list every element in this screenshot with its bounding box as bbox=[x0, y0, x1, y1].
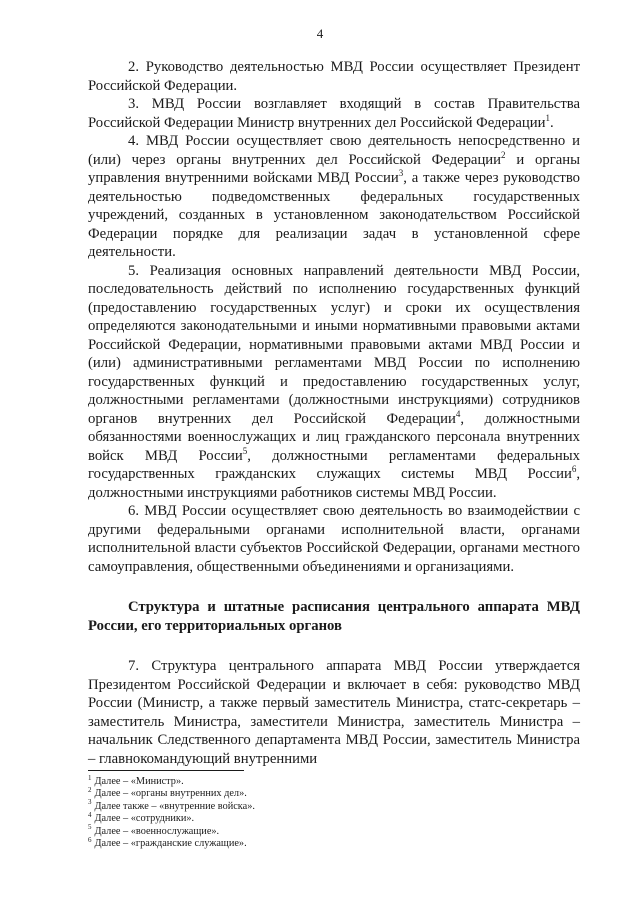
paragraph-7-text: 7. Структура центрального аппарата МВД России утверждается Президентом Российской Федерации и включает в себя: руководство МВД России (Министр, а также первый заместитель Министра, статс-секретарь – заместитель Министра, заместители Министра, заместитель Министра – начальник Следственного департамента МВД России, заместитель Министра – главнокомандующий внутренними bbox=[88, 658, 580, 767]
paragraph-4-text-a: 4. МВД России осуществляет свою деятельность непосредственно и (или) через органы внутренних дел Российской Федерации bbox=[88, 133, 580, 168]
page-number: 4 bbox=[316, 26, 324, 41]
paragraph-3-text: 3. МВД России возглавляет входящий в состав Правительства Российской Федерации Министр внутренних дел Российской Федерации bbox=[88, 96, 580, 131]
footnote-ref-3: 3 bbox=[398, 168, 404, 179]
paragraph-5-text-b: , должностными обязанностями военнослужащих и лиц гражданского персонала внутренних войск МВД России bbox=[88, 410, 580, 464]
footnote-mark: 6 bbox=[88, 835, 92, 844]
paragraph-4 bbox=[88, 132, 580, 262]
footnote-ref-1: 1 bbox=[545, 112, 550, 123]
footnote-text: Далее – «Министр». bbox=[94, 776, 184, 787]
paragraph-7 bbox=[88, 657, 580, 768]
paragraph-2 bbox=[88, 58, 580, 95]
paragraph-2-text: 2. Руководство деятельностью МВД России осуществляет Президент Российской Федерации. bbox=[88, 59, 580, 94]
footnote-mark: 1 bbox=[88, 773, 92, 782]
footnote-mark: 4 bbox=[88, 810, 92, 819]
footnote-ref-4: 4 bbox=[455, 408, 461, 419]
paragraph-3-end: . bbox=[549, 114, 554, 131]
footnote-item bbox=[88, 835, 388, 850]
footnote-item bbox=[88, 798, 388, 813]
paragraph-5-text-a: 5. Реализация основных направлений деятельности МВД России, последовательность действий по исполнению государственных функций (предоставлению государственных услуг) и сроки их осуществления определяются законодательными и иными нормативными правовыми актами Российской Федерации, нормативными правовыми актами МВД России и (или) административными регламентами МВД России по исполнению государственных функций и предоставлению государственных услуг, должностными регламентами (должностными инструкциями) сотрудников органов внутренних дел Российской Федерации bbox=[88, 262, 580, 427]
footnote-ref-6: 6 bbox=[571, 464, 577, 475]
footnote-item bbox=[88, 773, 388, 788]
paragraph-3 bbox=[88, 95, 580, 132]
paragraph-6-text: 6. МВД России осуществляет свою деятельность во взаимодействии с другими федеральными органами исполнительной власти, органами исполнительной власти субъектов Российской Федерации, органами местного самоуправления, общественными объединениями и организациями. bbox=[88, 503, 580, 575]
paragraph-5 bbox=[88, 262, 580, 503]
footnote-mark: 5 bbox=[88, 823, 92, 832]
document-body bbox=[88, 58, 580, 768]
footnotes bbox=[88, 773, 388, 850]
footnote-ref-2: 2 bbox=[501, 149, 506, 160]
footnote-text: Далее – «органы внутренних дел». bbox=[94, 788, 247, 800]
paragraph-5-text-d: , должностными инструкциями работников системы МВД России. bbox=[88, 466, 580, 501]
paragraph-6 bbox=[88, 502, 580, 576]
footnote-text: Далее – «сотрудники». bbox=[94, 813, 195, 825]
footnote-item bbox=[88, 785, 388, 800]
footnote-text: Далее – «гражданские служащие». bbox=[94, 838, 247, 850]
section-heading: Структура и штатные расписания центрального аппарата МВД России, его территориальных органов bbox=[88, 599, 580, 634]
paragraph-5-text-c: , должностными регламентами федеральных государственных гражданских служащих системы МВД России bbox=[88, 447, 580, 482]
footnote-ref-5: 5 bbox=[242, 445, 248, 456]
paragraph-4-text-b: и органы управления внутренними войсками МВД России bbox=[88, 151, 580, 186]
footnote-text: Далее – «военнослужащие». bbox=[94, 825, 220, 837]
footnote-item bbox=[88, 810, 388, 825]
footnote-mark: 3 bbox=[88, 798, 92, 807]
paragraph-4-text-c: , а также через руководство деятельностью подведомственных федеральных государственных учреждений, созданных в установленном законодательством Российской Федерации порядке для реализации задач в установленной сфере деятельности. bbox=[88, 170, 580, 260]
footnote-divider bbox=[88, 770, 244, 771]
footnote-mark: 2 bbox=[88, 785, 92, 794]
footnote-text: Далее также – «внутренние войска». bbox=[94, 800, 255, 812]
footnote-item bbox=[88, 823, 388, 838]
